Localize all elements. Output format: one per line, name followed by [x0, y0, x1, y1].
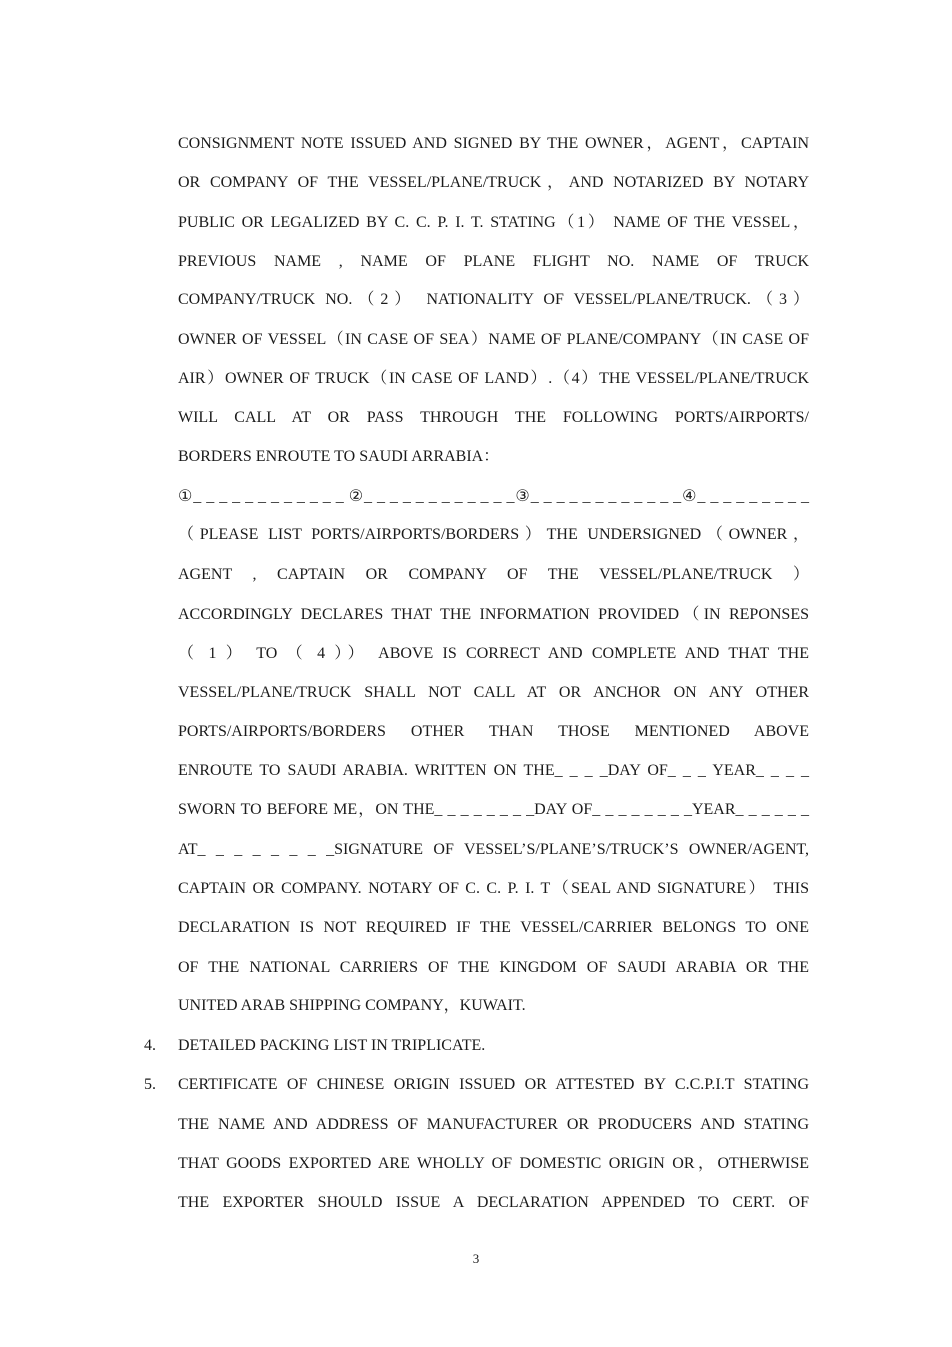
ports-blank-line: ①_ _ _ _ _ _ _ _ _ _ _ _ ②_ _ _ _ _ _ _ _ _ _ _ _③_ _ _ _ _ _ _ _ _ _ _ _④_ _ _ _ _ _ _ _ _ [178, 488, 809, 505]
written-date-line: ENROUTE TO SAUDI ARABIA. WRITTEN ON THE_ _ _ _DAY OF_ _ _ YEAR_ _ _ _ [178, 762, 809, 779]
sworn-date-line: SWORN TO BEFORE ME，ON THE_ _ _ _ _ _ _ _DAY OF_ _ _ _ _ _ _ _YEAR_ _ _ _ _ _ [178, 801, 810, 818]
list-item-number: 4. [144, 1037, 156, 1054]
text-line: PREVIOUS NAME , NAME OF PLANE FLIGHT NO. NAME OF TRUCK [178, 253, 809, 270]
text-line: VESSEL/PLANE/TRUCK SHALL NOT CALL AT OR ANCHOR ON ANY OTHER [178, 684, 809, 701]
text-line: （PLEASE LIST PORTS/AIRPORTS/BORDERS）THE UNDERSIGNED（OWNER， [178, 526, 809, 543]
list-item-number: 5. [144, 1076, 156, 1093]
text-line: DETAILED PACKING LIST IN TRIPLICATE. [178, 1037, 486, 1054]
text-line: ACCORDINGLY DECLARES THAT THE INFORMATION PROVIDED（IN REPONSES [178, 606, 809, 623]
text-line: COMPANY/TRUCK NO.（2） NATIONALITY OF VESSEL/PLANE/TRUCK.（3） [178, 291, 809, 308]
text-line: OF THE NATIONAL CARRIERS OF THE KINGDOM OF SAUDI ARABIA OR THE [178, 959, 809, 976]
text-line: AGENT , CAPTAIN OR COMPANY OF THE VESSEL/PLANE/TRUCK ） [178, 566, 809, 583]
text-line: OWNER OF VESSEL（IN CASE OF SEA）NAME OF PLANE/COMPANY（IN CASE OF [178, 331, 809, 348]
text-line: CONSIGNMENT NOTE ISSUED AND SIGNED BY THE OWNER，AGENT，CAPTAIN [178, 135, 809, 152]
text-line: CAPTAIN OR COMPANY. NOTARY OF C. C. P. I. T（SEAL AND SIGNATURE） THIS [178, 880, 809, 897]
text-line: PUBLIC OR LEGALIZED BY C. C. P. I. T. STATING（1） NAME OF THE VESSEL， [178, 214, 809, 231]
text-line: THAT GOODS EXPORTED ARE WHOLLY OF DOMESTIC ORIGIN OR，OTHERWISE [178, 1155, 809, 1172]
text-line: （ 1 ） TO （ 4 ）） ABOVE IS CORRECT AND COMPLETE AND THAT THE [178, 645, 809, 662]
text-line: UNITED ARAB SHIPPING COMPANY，KUWAIT. [178, 997, 526, 1014]
page-number: 3 [472, 1251, 480, 1266]
text-line: THE EXPORTER SHOULD ISSUE A DECLARATION APPENDED TO CERT. OF [178, 1194, 809, 1211]
text-line: DECLARATION IS NOT REQUIRED IF THE VESSEL/CARRIER BELONGS TO ONE [178, 919, 809, 936]
signature-line: AT_ _ _ _ _ _ _ _SIGNATURE OF VESSEL’S/PLANE’S/TRUCK’S OWNER/AGENT, [178, 841, 809, 858]
text-line: BORDERS ENROUTE TO SAUDI ARRABIA： [178, 448, 500, 465]
text-line: WILL CALL AT OR PASS THROUGH THE FOLLOWING PORTS/AIRPORTS/ [178, 409, 809, 426]
text-line: PORTS/AIRPORTS/BORDERS OTHER THAN THOSE MENTIONED ABOVE [178, 723, 809, 740]
text-line: CERTIFICATE OF CHINESE ORIGIN ISSUED OR ATTESTED BY C.C.P.I.T STATING [178, 1076, 809, 1093]
text-line: AIR）OWNER OF TRUCK（IN CASE OF LAND）.（4）THE VESSEL/PLANE/TRUCK [178, 370, 809, 387]
text-line: THE NAME AND ADDRESS OF MANUFACTURER OR PRODUCERS AND STATING [178, 1116, 809, 1133]
text-line: OR COMPANY OF THE VESSEL/PLANE/TRUCK，AND NOTARIZED BY NOTARY [178, 174, 809, 191]
